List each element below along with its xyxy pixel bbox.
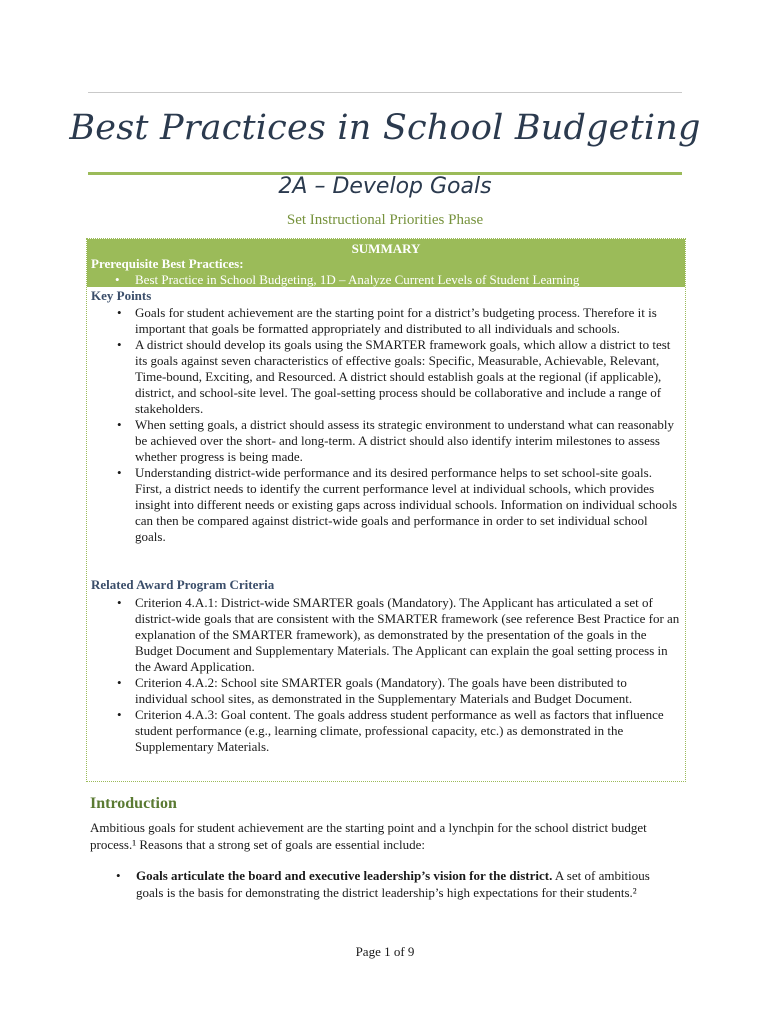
introduction-bullet-text: A set of ambitious goals is the basis for demonstrating the district leadership’s high expectations for their students.²	[136, 868, 650, 900]
key-point-item: • When setting goals, a district should assess its strategic environment to understand what can reasonably be achieved over the short- and long-term. A district should also identify interim milestones to assess whether progress is being made.	[115, 417, 681, 465]
prerequisite-item	[115, 272, 579, 288]
key-point-item: • Goals for student achievement are the starting point for a district’s budgeting process. Therefore it is important that goals be formatted appropriately and distributed to all individuals and schools.	[115, 305, 681, 337]
phase-label: Set Instructional Priorities Phase	[286, 212, 484, 228]
introduction-heading: Introduction	[90, 795, 177, 812]
criterion-item: • Criterion 4.A.3: Goal content. The goals address student performance as well as factors that influence student performance (e.g., learning climate, professional capacity, etc.) as demonstrated in the Supplementary Materials.	[115, 707, 681, 755]
introduction-list-item	[114, 867, 680, 901]
document-title: Best Practices in School Budgeting	[69, 108, 701, 148]
criterion-item: • Criterion 4.A.2: School site SMARTER goals (Mandatory). The goals have been distributed to individual school sites, as demonstrated in the Supplementary Materials and Budget Document.	[115, 675, 681, 707]
introduction-bullet-bold: Goals articulate the board and executive leadership’s vision for the district.	[136, 868, 553, 883]
introduction-paragraph: Ambitious goals for student achievement are the starting point and a lynchpin for the school district budget process.¹ Reasons that a strong set of goals are essential include:	[90, 820, 647, 852]
key-points-heading: Key Points	[91, 288, 152, 303]
page-number: Page 1 of 9	[355, 944, 415, 959]
summary-header	[87, 239, 685, 287]
criteria-list	[115, 595, 681, 755]
key-point-item: • Understanding district-wide performance and its desired performance helps to set school-site goals. First, a district needs to identify the current performance level at individual schools, which provides insight into different needs or existing gaps across individual schools. Information on individual schools can then be compared against district-wide goals and performance in order to set individual school goals.	[115, 465, 681, 545]
summary-box	[86, 238, 686, 782]
prerequisite-item-text: Best Practice in School Budgeting, 1D – Analyze Current Levels of Student Learning	[135, 272, 580, 287]
prerequisite-label: Prerequisite Best Practices:	[91, 256, 244, 271]
key-point-item: • A district should develop its goals using the SMARTER framework goals, which allow a district to test its goals against seven characteristics of effective goals: Specific, Measurable, Achievable, Relevant, Time-bound, Exciting, and Resourced. A district should establish goals at the regional (if applicable), district, and school-site level. The goal-setting process should be collaborative and include a range of stakeholders.	[115, 337, 681, 417]
introduction-list	[114, 867, 680, 901]
criteria-heading: Related Award Program Criteria	[91, 577, 275, 592]
summary-label: SUMMARY	[351, 241, 421, 256]
document-subtitle: 2A – Develop Goals	[278, 174, 492, 199]
bullet: •	[115, 272, 120, 287]
key-points-list	[115, 305, 681, 545]
criterion-item: • Criterion 4.A.1: District-wide SMARTER goals (Mandatory). The Applicant has articulated a set of district-wide goals that are consistent with the SMARTER framework (see reference Best Practice for an explanation of the SMARTER framework), as demonstrated by the presentation of the goals in the Budget Document and Supplementary Materials. The Applicant can explain the goal setting process in the Award Application.	[115, 595, 681, 675]
top-rule	[88, 92, 682, 93]
